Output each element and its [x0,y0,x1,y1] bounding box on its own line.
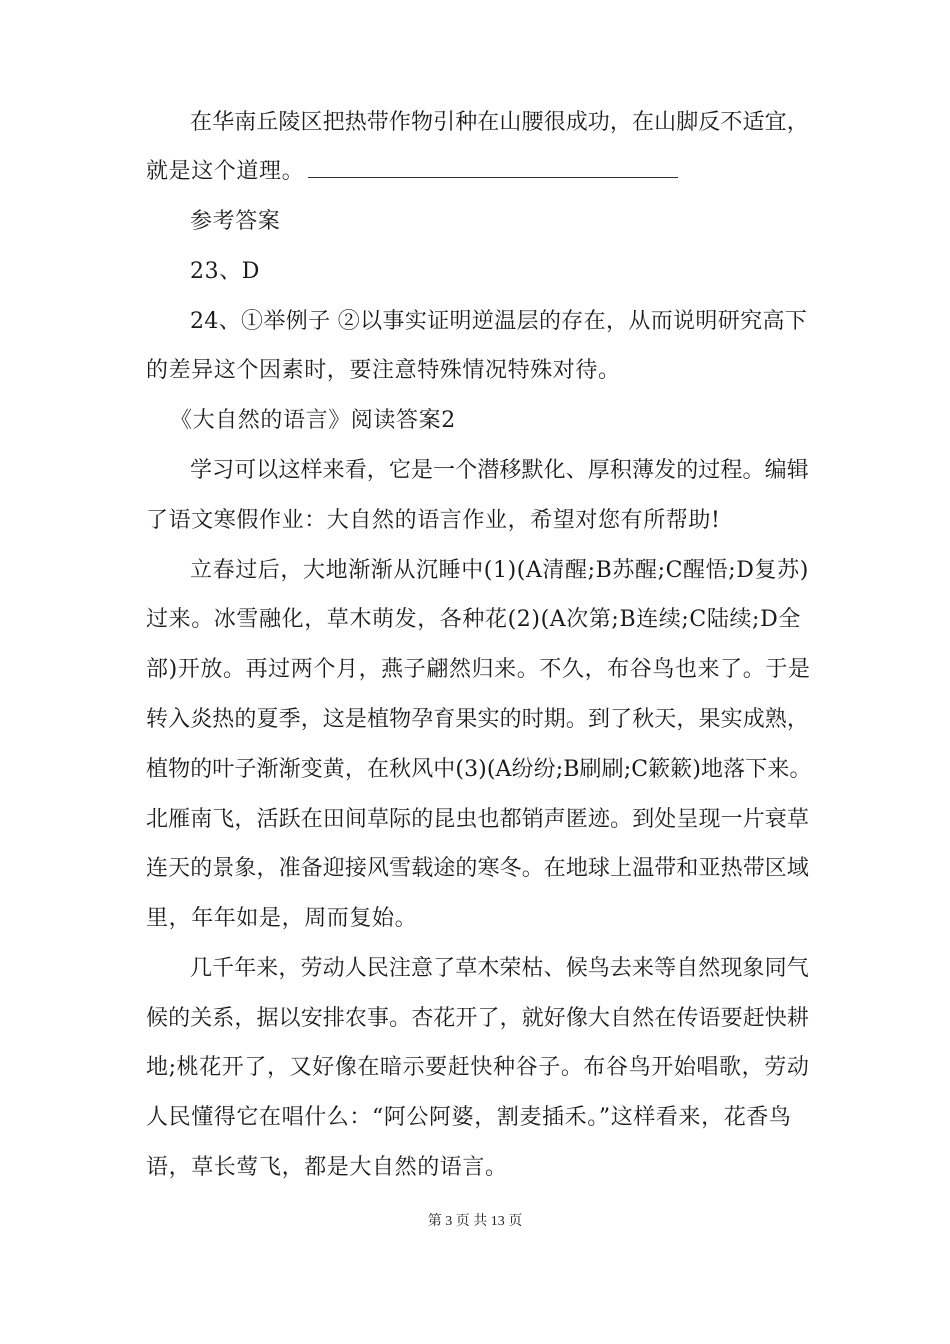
text-line: 学习可以这样来看，它是一个潜移默化、厚积薄发的过程。编辑 [190,458,809,483]
text-line: 候的关系，据以安排农事。杏花开了，就好像大自然在传语要赶快耕 [146,1006,810,1031]
text-line: 北雁南飞，活跃在田间草际的昆虫也都销声匿迹。到处呈现一片衰草 [146,807,810,832]
text-line: 里，年年如是，周而复始。 [146,906,418,931]
text-line: 植物的叶子渐渐变黄，在秋风中(3)(A纷纷;B刷刷;C簌簌)地落下来。 [146,757,812,782]
text-line: 的差异这个因素时，要注意特殊情况特殊对待。 [146,358,621,383]
text-line-with-blank [146,157,678,187]
text-line: 参考答案 [190,209,281,234]
text-line: 连天的景象，准备迎接风雪载途的寒冬。在地球上温带和亚热带区域 [146,856,810,881]
text-line: 语，草长莺飞，都是大自然的语言。 [146,1155,508,1180]
answer-blank [308,159,678,178]
text-line: 转入炎热的夏季，这是植物孕育果实的时期。到了秋天，果实成熟， [146,707,810,732]
text-line: 地;桃花开了，又好像在暗示要赶快种谷子。布谷鸟开始唱歌，劳动 [146,1055,810,1080]
text-line: 就是这个道理。 [146,159,305,184]
text-line: 人民懂得它在唱什么：“阿公阿婆，割麦插禾。”这样看来，花香鸟 [146,1105,792,1130]
text-line: 几千年来，劳动人民注意了草木荣枯、候鸟去来等自然现象同气 [190,956,809,981]
text-line: 在华南丘陵区把热带作物引种在山腰很成功，在山脚反不适宜， [190,110,809,135]
page-number-footer: 第 3 页 共 13 页 [427,1214,523,1229]
text-line: 立春过后，大地渐渐从沉睡中(1)(A清醒;B苏醒;C醒悟;D复苏) [190,558,809,583]
text-line: 23、D [190,259,261,284]
text-line: 24、①举例子 ②以事实证明逆温层的存在，从而说明研究高下 [190,309,808,334]
text-line: 了语文寒假作业：大自然的语言作业，希望对您有所帮助! [146,508,721,533]
text-line: 部)开放。再过两个月，燕子翩然归来。不久，布谷鸟也来了。于是 [146,657,811,682]
text-line: 过来。冰雪融化，草木萌发，各种花(2)(A次第;B连续;C陆续;D全 [146,607,801,632]
section-title: 《大自然的语言》阅读答案2 [170,408,456,433]
